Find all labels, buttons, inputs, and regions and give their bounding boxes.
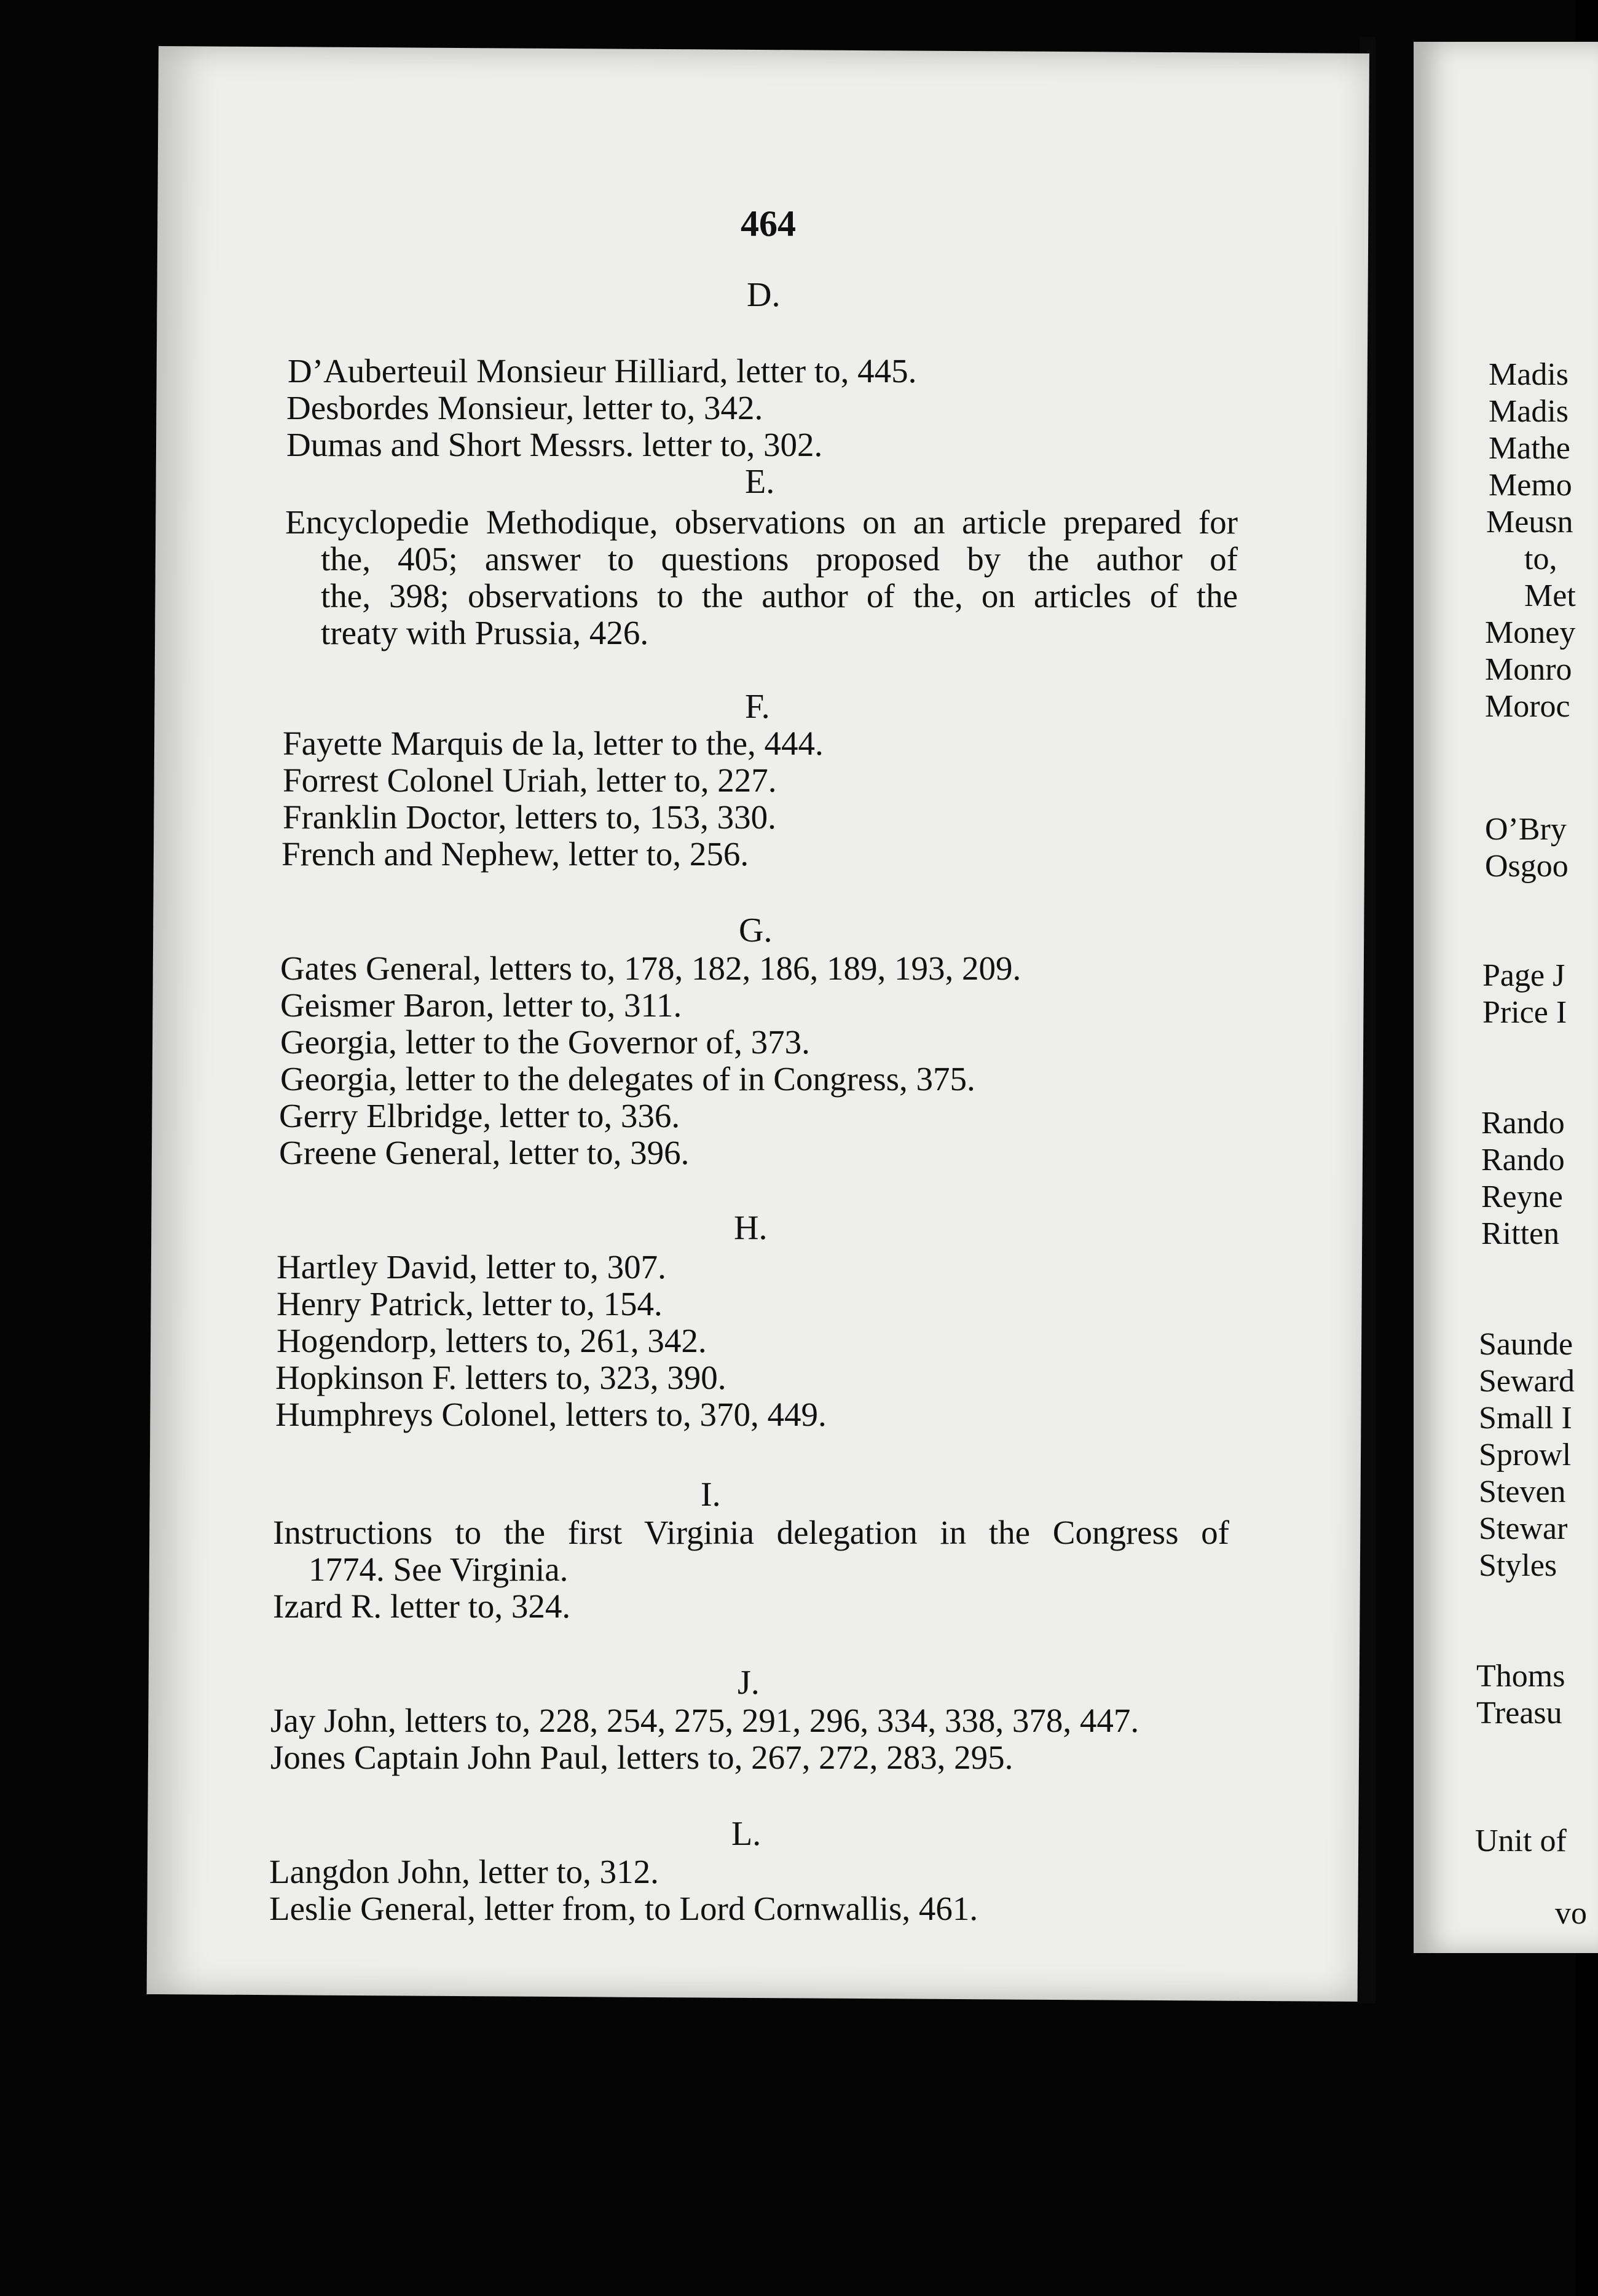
right-page-fragment: Rando bbox=[1481, 1142, 1565, 1177]
right-page-fragment: Madis bbox=[1489, 357, 1568, 392]
index-entry: Hopkinson F. letters to, 323, 390. bbox=[275, 1359, 726, 1396]
index-entry: Izard R. letter to, 324. bbox=[273, 1587, 571, 1625]
index-entry: French and Nephew, letter to, 256. bbox=[281, 835, 749, 873]
right-page-fragment: O’Bry bbox=[1485, 812, 1567, 847]
entry-line: Encyclopedie Methodique, observations on an article prepared for bbox=[285, 503, 1238, 541]
right-page-fragment: Reyne bbox=[1481, 1179, 1563, 1214]
index-entry: Jay John, letters to, 228, 254, 275, 291, 296, 334, 338, 378, 447. bbox=[270, 1702, 1139, 1739]
entry-line: 1774. See Virginia. bbox=[309, 1551, 569, 1588]
right-page-fragment: Meusn bbox=[1486, 505, 1573, 540]
right-page-fragment: Page J bbox=[1482, 958, 1565, 993]
right-page-fragment: Styles bbox=[1479, 1548, 1557, 1583]
entry-line: treaty with Prussia, 426. bbox=[321, 614, 649, 651]
index-entry: Jones Captain John Paul, letters to, 267, 272, 283, 295. bbox=[270, 1739, 1014, 1776]
right-page-fragment: Treasu bbox=[1476, 1696, 1562, 1731]
index-entry: Desbordes Monsieur, letter to, 342. bbox=[286, 389, 763, 427]
index-entry: Langdon John, letter to, 312. bbox=[269, 1853, 659, 1890]
right-page-fragment: Madis bbox=[1489, 394, 1568, 429]
index-entry: Forrest Colonel Uriah, letter to, 227. bbox=[283, 761, 777, 799]
index-entry: Greene General, letter to, 396. bbox=[279, 1134, 690, 1171]
section-heading-h: H. bbox=[734, 1209, 768, 1247]
section-heading-i: I. bbox=[701, 1476, 721, 1514]
index-entry: Humphreys Colonel, letters to, 370, 449. bbox=[275, 1396, 827, 1433]
index-entry: Hartley David, letter to, 307. bbox=[277, 1248, 666, 1286]
right-page-fragment: Saunde bbox=[1479, 1327, 1573, 1362]
entry-line: the, 398; observations to the author of the, on articles of the bbox=[321, 577, 1238, 615]
entry-line: the, 405; answer to questions proposed by the author of bbox=[321, 540, 1238, 578]
right-page-fragment: Money bbox=[1485, 615, 1576, 650]
index-entry: Fayette Marquis de la, letter to the, 444. bbox=[283, 725, 824, 762]
right-page-fragment: Monro bbox=[1485, 652, 1572, 687]
index-entry: Georgia, letter to the Governor of, 373. bbox=[280, 1023, 810, 1061]
right-page-fragment: Met bbox=[1524, 578, 1576, 613]
right-page-fragment: Steven bbox=[1479, 1474, 1566, 1509]
index-entry: Henry Patrick, letter to, 154. bbox=[277, 1285, 663, 1323]
index-entry: Hogendorp, letters to, 261, 342. bbox=[277, 1322, 707, 1359]
right-page bbox=[1414, 42, 1598, 1953]
right-page-fragment: Osgoo bbox=[1485, 849, 1568, 884]
right-page-fragment: Ritten bbox=[1481, 1216, 1560, 1251]
section-heading-g: G. bbox=[739, 911, 773, 949]
index-entry: Dumas and Short Messrs. letter to, 302. bbox=[286, 426, 823, 463]
right-page-fragment: Seward bbox=[1479, 1364, 1575, 1399]
index-entry: Leslie General, letter from, to Lord Cornwallis, 461. bbox=[269, 1890, 978, 1927]
index-entry-multiline bbox=[285, 504, 1238, 651]
right-page-fragment: Mathe bbox=[1489, 431, 1570, 466]
index-entry: Gates General, letters to, 178, 182, 186, 189, 193, 209. bbox=[280, 949, 1021, 987]
right-page-fragment: Small I bbox=[1479, 1401, 1572, 1436]
entry-line: Instructions to the first Virginia delegation in the Congress of bbox=[273, 1514, 1229, 1551]
index-entry: Franklin Doctor, letters to, 153, 330. bbox=[283, 798, 776, 836]
right-page-fragment: Moroc bbox=[1485, 689, 1570, 724]
page-number: 464 bbox=[741, 203, 796, 244]
index-entry: Georgia, letter to the delegates of in Congress, 375. bbox=[280, 1060, 975, 1098]
section-heading-e: E. bbox=[745, 463, 775, 501]
index-entry: Gerry Elbridge, letter to, 336. bbox=[279, 1097, 680, 1134]
right-page-fragment: Sprowl bbox=[1479, 1437, 1572, 1472]
section-heading-l: L. bbox=[731, 1815, 762, 1853]
section-heading-f: F. bbox=[745, 688, 770, 726]
right-page-fragment: Thoms bbox=[1476, 1659, 1565, 1694]
right-page-fragment: Memo bbox=[1489, 468, 1572, 503]
right-page-fragment: Unit of bbox=[1475, 1823, 1567, 1858]
right-page-fragment: Rando bbox=[1481, 1106, 1565, 1141]
right-page-fragment: Stewar bbox=[1479, 1511, 1568, 1546]
index-entry: D’Auberteuil Monsieur Hilliard, letter to, 445. bbox=[288, 352, 917, 390]
index-entry: Geismer Baron, letter to, 311. bbox=[280, 986, 682, 1024]
right-page-fragment: Price I bbox=[1482, 995, 1567, 1030]
right-page-fragment: to, bbox=[1524, 541, 1557, 576]
index-entry-multiline bbox=[273, 1514, 1229, 1588]
section-heading-j: J. bbox=[738, 1664, 760, 1702]
section-heading-d: D. bbox=[747, 276, 781, 314]
right-page-fragment: vo bbox=[1555, 1896, 1587, 1931]
